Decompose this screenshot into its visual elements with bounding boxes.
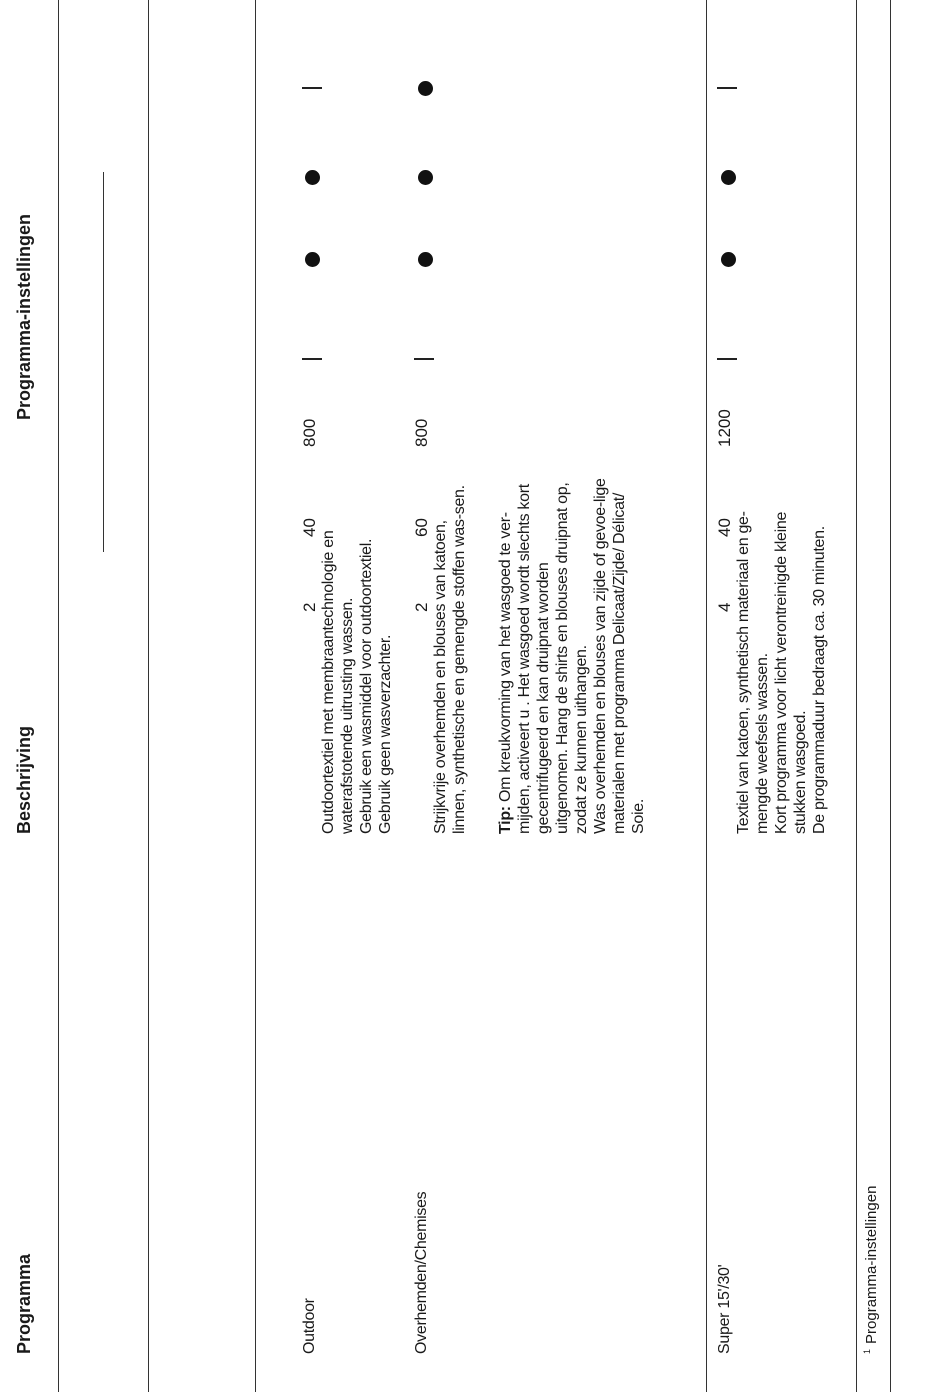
program-name: Outdoor: [301, 1298, 318, 1354]
setting-dot: [721, 252, 736, 267]
program-name: Overhemden/Chemises: [413, 1191, 430, 1354]
setting-dash: [302, 87, 322, 89]
header-instellingen: Programma-instellingen: [14, 213, 34, 420]
tip-paragraph: [496, 474, 648, 834]
load-value: 2: [300, 602, 319, 612]
temperature-value: 40: [715, 518, 734, 537]
footnote-mark: 1: [862, 1348, 872, 1354]
setting-dash: [717, 358, 737, 360]
description-paragraph: Strijkvrije overhemden en blouses van katoen, linnen, synthetische en gemengde stoffen was-sen.: [432, 485, 468, 834]
setting-dash: [302, 358, 322, 360]
tip-label: Tip:: [497, 806, 514, 834]
setting-dot: [418, 81, 433, 96]
setting-dash: [717, 87, 737, 89]
header-programma: Programma: [14, 1253, 34, 1354]
spin-value: 800: [412, 418, 431, 447]
footnote-rule: [856, 0, 857, 1392]
program-name: Super 15'/30': [716, 1264, 733, 1354]
load-value: 2: [412, 602, 431, 612]
row-divider-1: [255, 0, 256, 1392]
setting-dot: [418, 170, 433, 185]
header-beschrijving: Beschrijving: [14, 725, 34, 834]
header-rule-bottom: [148, 0, 149, 1392]
header-rule-top: [58, 0, 59, 1392]
setting-dot: [721, 170, 736, 185]
tip-text: Om kreukvorming van het wasgoed te ver-mijden, activeert u . Het wasgoed wordt slechts kort gecentrifugeerd en kan druipnat worden uitgenomen. Hang de shirts en blouses druipnat op, zodat ze kunnen uithangen. Was overhemden en blouses van zijde of gevoe-lige materialen met programma Delicaat/Zijde/ Délicat/ Soie.: [497, 478, 647, 834]
setting-dash: [414, 358, 434, 360]
footnote-text: Programma-instellingen: [863, 1185, 880, 1344]
bottom-rule: [890, 0, 891, 1392]
description-paragraph: Outdoortextiel met membraantechnologie en waterafstotende uitrusting wassen. Gebruik een wasmiddel voor outdoortextiel. Gebruik geen wasverzachter.: [320, 530, 394, 834]
instellingen-rule: [103, 172, 104, 552]
description-paragraph: Textiel van katoen, synthetisch materiaal en ge-mengde weefsels wassen. Kort programma voor licht verontreinigde kleine stukken wasgoed. De programmaduur bedraagt ca. 30 minuten.: [735, 511, 828, 834]
program-description: [412, 474, 667, 834]
row-divider-2: [706, 0, 707, 1392]
setting-dot: [418, 252, 433, 267]
spin-value: 1200: [715, 409, 734, 447]
temperature-value: 60: [412, 518, 431, 537]
load-value: 4: [715, 602, 734, 612]
temperature-value: 40: [300, 518, 319, 537]
setting-dot: [305, 252, 320, 267]
setting-dot: [305, 170, 320, 185]
spin-value: 800: [300, 418, 319, 447]
footnote: [862, 1186, 880, 1354]
